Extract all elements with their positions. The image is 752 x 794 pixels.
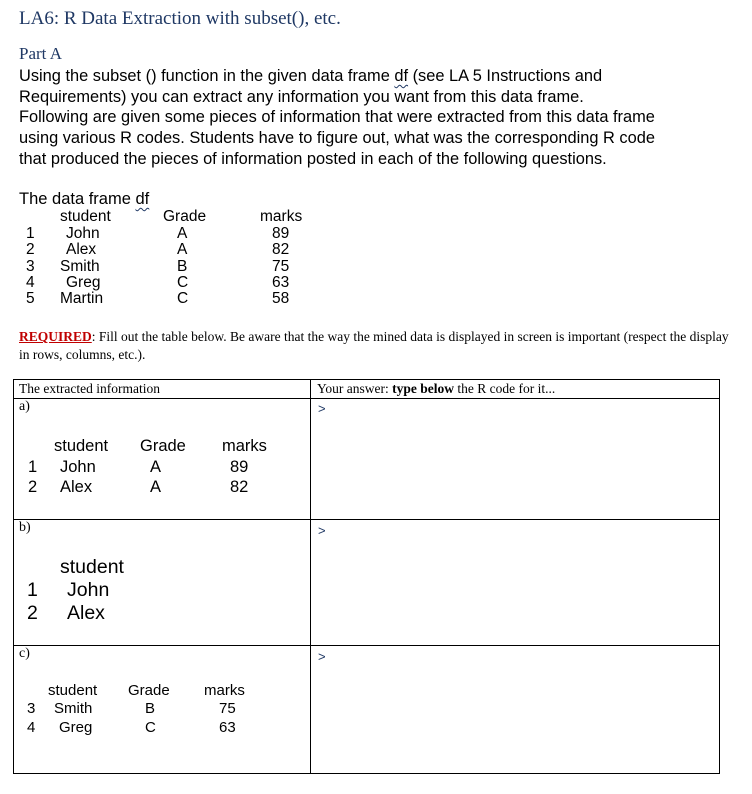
df-cell-grade: A [177, 241, 188, 258]
intro-paragraph [19, 66, 731, 170]
output-header: Grade [128, 682, 170, 699]
output-header: student [60, 556, 124, 578]
output-cell: A [150, 478, 162, 496]
output-cell: Alex [60, 478, 93, 496]
output-cell: 75 [219, 700, 236, 717]
output-cell: B [145, 700, 156, 717]
header-your-answer [317, 381, 555, 397]
output-cell: A [150, 458, 162, 476]
df-cell-student: Smith [60, 258, 100, 275]
df-cell-student: John [66, 225, 100, 242]
df-cell-marks: 82 [272, 241, 290, 258]
header-extracted-info: The extracted information [19, 381, 160, 396]
df-caption-prefix: The data frame [19, 190, 136, 208]
intro-line-2: Requirements) you can extract any information you want from this data frame. [19, 87, 584, 106]
row-label-b: b) [19, 520, 31, 535]
df-cell-grade: B [177, 258, 188, 275]
output-header: student [54, 437, 109, 455]
df-row-index: 2 [26, 241, 35, 258]
output-cell: John [67, 579, 110, 601]
answer-input-c[interactable] [311, 646, 719, 773]
header-answer-bold: type below [392, 381, 455, 396]
output-header: student [48, 682, 98, 699]
df-cell-student: Martin [60, 290, 104, 307]
df-cell-grade: C [177, 290, 189, 307]
required-text: : Fill out the table below. Be aware that the way the mined data is displayed in screen is important (respect the display in rows, columns, etc.). [19, 329, 729, 362]
intro-line-1a: Using the subset () function in the given data frame [19, 67, 395, 85]
df-cell-student: Greg [66, 274, 101, 291]
output-cell: John [60, 458, 96, 476]
df-header-grade: Grade [163, 208, 207, 225]
df-row-index: 3 [26, 258, 35, 275]
output-row-index: 3 [27, 700, 36, 717]
r-prompt-a: > [318, 401, 326, 416]
required-note [19, 328, 734, 364]
output-cell: 82 [230, 478, 249, 496]
output-row-index: 2 [27, 602, 38, 624]
intro-line-3: Following are given some pieces of information that were extracted from this data frame [19, 108, 655, 127]
df-cell-marks: 63 [272, 274, 290, 291]
df-cell-grade: A [177, 225, 188, 242]
required-label: REQUIRED [19, 329, 92, 344]
header-answer-prefix: Your answer: [317, 381, 393, 396]
df-caption-name: df [135, 190, 150, 208]
output-cell: Smith [54, 700, 93, 717]
row-label-a: a) [19, 399, 30, 414]
intro-line-1b: (see LA 5 Instructions and [408, 67, 603, 85]
df-cell-marks: 89 [272, 225, 290, 242]
output-header: marks [222, 437, 267, 455]
df-caption [19, 190, 149, 209]
answer-table [13, 379, 720, 774]
intro-line-4: using various R codes. Students have to figure out, what was the corresponding R code [19, 129, 655, 148]
df-header-marks: marks [260, 208, 303, 225]
output-row-index: 1 [28, 458, 38, 476]
r-prompt-c: > [318, 649, 326, 664]
df-cell-student: Alex [66, 241, 97, 258]
df-cell-grade: C [177, 274, 189, 291]
df-cell-marks: 58 [272, 290, 290, 307]
output-row-index: 2 [28, 478, 38, 496]
output-cell: C [145, 719, 156, 736]
output-cell: 89 [230, 458, 249, 476]
df-row-index: 1 [26, 225, 35, 242]
output-row-index: 4 [27, 719, 36, 736]
output-row-index: 1 [27, 579, 38, 601]
part-a-heading: Part A [19, 44, 62, 63]
header-answer-suffix: the R code for it... [454, 381, 556, 396]
output-header: marks [204, 682, 245, 699]
df-row-index: 5 [26, 290, 35, 307]
output-cell: Alex [67, 602, 105, 624]
r-prompt-b: > [318, 523, 326, 538]
answer-input-a[interactable] [311, 399, 719, 519]
df-cell-marks: 75 [272, 258, 290, 275]
intro-line-5: that produced the pieces of information posted in each of the following questions. [19, 149, 607, 168]
output-cell: 63 [219, 719, 236, 736]
df-row-index: 4 [26, 274, 35, 291]
df-reference: df [394, 67, 409, 85]
output-cell: Greg [59, 719, 93, 736]
output-header: Grade [140, 437, 186, 455]
df-header-student: student [60, 208, 111, 225]
row-label-c: c) [19, 646, 30, 661]
answer-input-b[interactable] [311, 520, 719, 645]
document-title: LA6: R Data Extraction with subset(), etc. [19, 8, 341, 29]
